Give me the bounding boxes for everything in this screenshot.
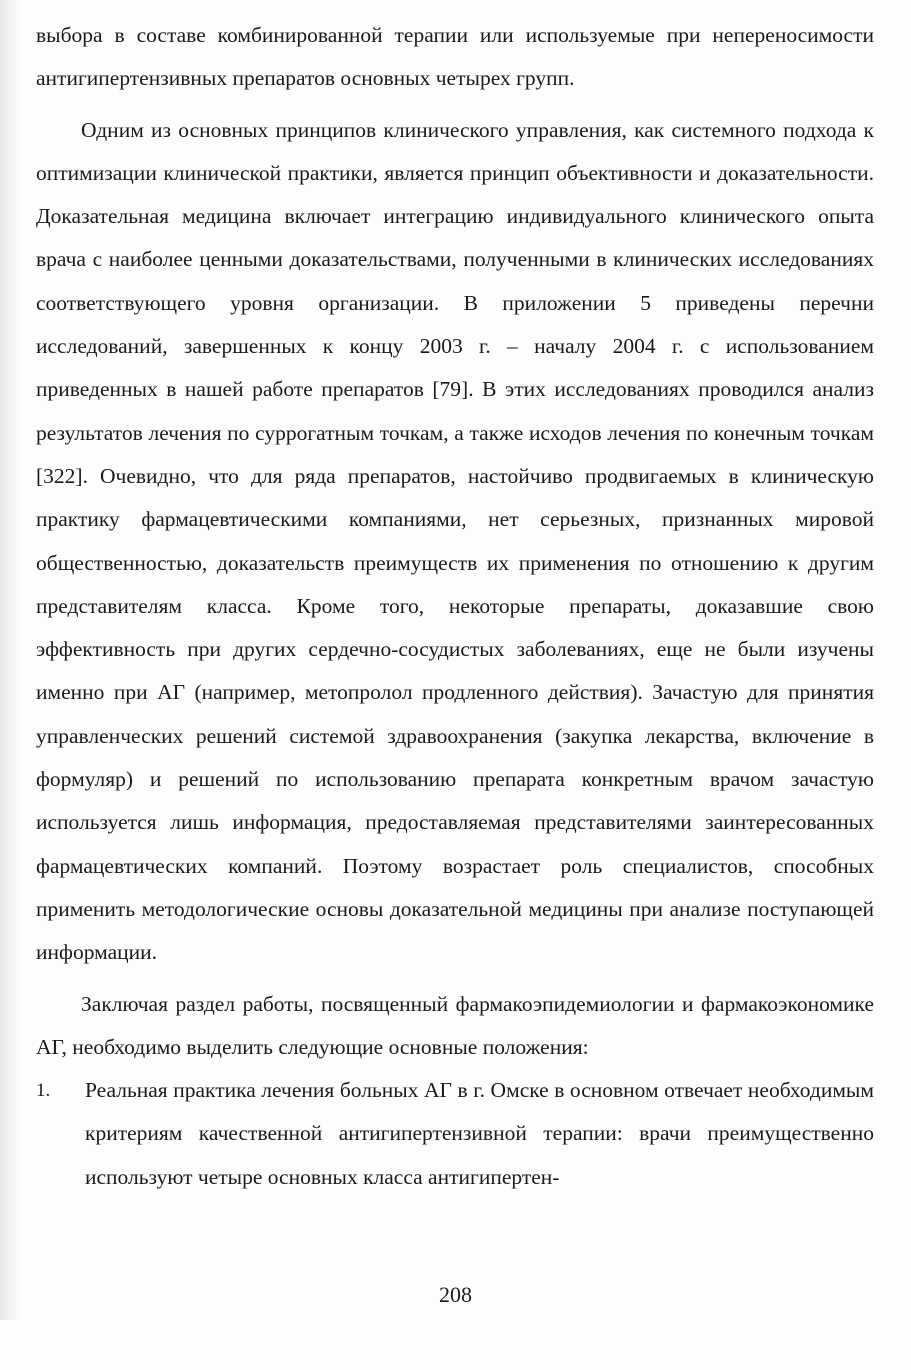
paragraph-evidence-based-medicine: Одним из основных принципов клинического управления, как системного подхода к оптимизации клинической практики, является принцип объективности и доказательности. Доказательная медицина включает интеграцию индивидуального клинического опыта врача с наиболее ценными доказательствами, полученными в клинических исследованиях соответствующего уровня организации. В приложении 5 приведены перечни исследований, завершенных к концу 2003 г. – началу 2004 г. с использованием приведенных в нашей работе препаратов [79]. В этих исследованиях проводился анализ результатов лечения по суррогатным точкам, а также исходов лечения по конечным точкам [322]. Очевидно, что для ряда препаратов, настойчиво продвигаемых в клиническую практику фармацевтическими компаниями, нет серьезных, признанных мировой общественностью, доказательств преимуществ их применения по отношению к другим представителям класса. Кроме того, некоторые препараты, доказавшие свою эффективность при других сердечно-сосудистых заболеваниях, еще не были изучены именно при АГ (например, метопролол продленного действия). Зачастую для принятия управленческих решений системой здравоохранения (закупка лекарства, включение в формуляр) и решений по использованию препарата конкретным врачом зачастую используется лишь информация, предоставляемая представителями заинтересованных фармацевтических компаний. Поэтому возрастает роль специалистов, способных применить методологические основы доказательной медицины при анализе поступающей информации. xyxy=(36,117,874,965)
list-item-number: 1. xyxy=(36,1080,51,1102)
paragraph-conclusion-intro: Заключая раздел работы, посвященный фармакоэпидемиологии и фармакоэкономике АГ, необходимо выделить следующие основные положения: xyxy=(36,991,874,1059)
list-item xyxy=(36,1069,874,1199)
body-text xyxy=(36,14,874,1199)
scan-edge-shadow xyxy=(0,0,22,1320)
paragraph-continuation: выбора в составе комбинированной терапии или используемые при непереносимости антигипертензивных препаратов основных четырех групп. xyxy=(36,23,874,91)
list-item-text: Реальная практика лечения больных АГ в г. Омске в основном отвечает необходимым критериям качественной антигипертензивной терапии: врачи преимущественно используют четыре основных класса антигипертен- xyxy=(85,1078,874,1189)
page-number: 208 xyxy=(439,1282,472,1307)
